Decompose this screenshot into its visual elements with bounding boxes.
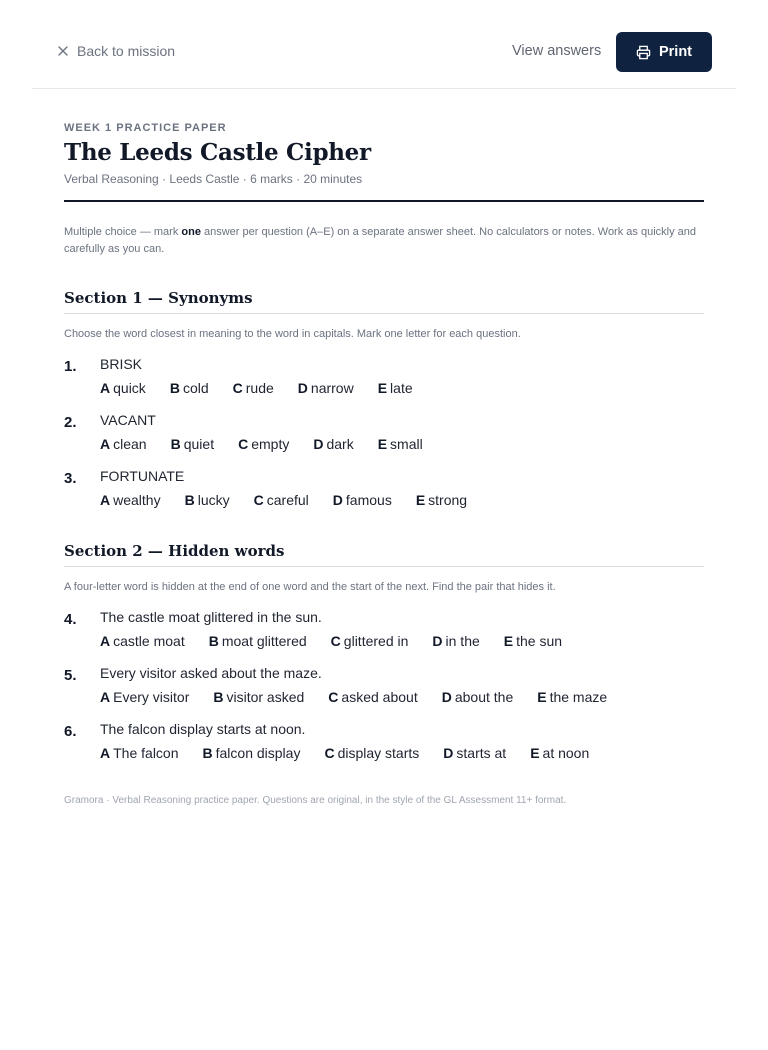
option-text: careful	[266, 492, 309, 508]
option-letter: C	[238, 436, 249, 452]
page-title: The Leeds Castle Cipher	[64, 139, 371, 166]
option-letter: C	[232, 380, 243, 396]
answer-option	[238, 436, 289, 452]
option-text: Every visitor	[113, 689, 190, 705]
question-text: The castle moat glittered in the sun.	[100, 609, 322, 625]
option-text: about the	[454, 689, 514, 705]
option-text: clean	[113, 436, 147, 452]
option-text: in the	[445, 633, 480, 649]
option-letter: C	[253, 492, 264, 508]
answer-options	[100, 745, 704, 761]
option-letter: B	[213, 689, 224, 705]
section-description: A four-letter word is hidden at the end of one word and the start of the next. Find the pair that hides it.	[64, 581, 556, 593]
option-text: the sun	[516, 633, 563, 649]
option-letter: B	[170, 436, 181, 452]
section-title: Section 2 — Hidden words	[64, 542, 704, 567]
option-text: moat glittered	[221, 633, 307, 649]
paper-kicker: WEEK 1 PRACTICE PAPER	[64, 122, 227, 134]
option-letter: D	[432, 633, 443, 649]
option-text: display starts	[337, 745, 420, 761]
answer-options	[100, 380, 704, 396]
answer-options	[100, 436, 704, 452]
option-letter: E	[377, 436, 388, 452]
option-letter: B	[202, 745, 213, 761]
option-text: quick	[113, 380, 146, 396]
option-text: falcon display	[215, 745, 301, 761]
answer-options	[100, 689, 704, 705]
option-text: at noon	[542, 745, 590, 761]
option-letter: C	[324, 745, 335, 761]
answer-option	[378, 436, 423, 452]
paper-instructions: Multiple choice — mark one answer per question (A–E) on a separate answer sheet. No calculators or notes. Work as quickly and carefully as you can.	[64, 226, 696, 255]
print-button-label: Print	[658, 44, 693, 60]
question-text: BRISK	[100, 356, 143, 372]
print-button[interactable]	[616, 32, 712, 72]
option-letter: A	[100, 436, 111, 452]
option-letter: D	[313, 436, 324, 452]
option-letter: E	[377, 380, 388, 396]
answer-option	[432, 633, 479, 649]
option-text: glittered in	[343, 633, 409, 649]
answer-options	[100, 492, 704, 508]
answer-option	[328, 689, 417, 705]
option-text: castle moat	[113, 633, 185, 649]
option-letter: A	[100, 689, 111, 705]
option-letter: A	[100, 745, 111, 761]
question-number: 3.	[64, 470, 77, 487]
option-letter: E	[415, 492, 426, 508]
sections-container	[64, 289, 704, 761]
option-text: starts at	[456, 745, 507, 761]
answer-option	[416, 492, 467, 508]
option-letter: A	[100, 380, 111, 396]
option-text: empty	[251, 436, 290, 452]
question-number: 1.	[64, 358, 77, 375]
answer-option	[100, 689, 189, 705]
answer-option	[443, 745, 506, 761]
option-text: dark	[326, 436, 354, 452]
answer-option	[233, 380, 274, 396]
option-text: asked about	[341, 689, 418, 705]
option-text: narrow	[310, 380, 354, 396]
answer-option	[185, 492, 230, 508]
answer-option	[298, 380, 354, 396]
paper-meta: Verbal Reasoning · Leeds Castle · 6 marks · 20 minutes	[64, 172, 363, 186]
option-text: quiet	[183, 436, 215, 452]
question	[64, 609, 704, 649]
section-title: Section 1 — Synonyms	[64, 289, 704, 314]
option-letter: E	[537, 689, 547, 705]
option-letter: A	[100, 492, 111, 508]
answer-option	[378, 380, 413, 396]
practice-paper	[64, 122, 704, 806]
question-number: 2.	[64, 414, 77, 431]
option-letter: D	[332, 492, 343, 508]
question	[64, 468, 704, 508]
option-text: late	[390, 380, 413, 396]
question	[64, 665, 704, 705]
answer-option	[171, 436, 214, 452]
option-text: visitor asked	[226, 689, 305, 705]
option-text: strong	[428, 492, 468, 508]
answer-option	[530, 745, 589, 761]
option-text: famous	[345, 492, 392, 508]
answer-option	[203, 745, 301, 761]
question-text: FORTUNATE	[100, 468, 185, 484]
answer-option	[333, 492, 392, 508]
paper-footer: Gramora · Verbal Reasoning practice paper. Questions are original, in the style of the GL Assessment 11+ format.	[64, 795, 567, 806]
answer-option	[100, 633, 185, 649]
answer-option	[100, 436, 147, 452]
back-to-mission-link[interactable]	[56, 43, 175, 59]
option-text: the maze	[549, 689, 608, 705]
answer-option	[170, 380, 209, 396]
option-letter: A	[100, 633, 111, 649]
answer-option	[324, 745, 419, 761]
printer-icon	[636, 45, 651, 60]
question-number: 5.	[64, 667, 77, 684]
option-letter: E	[530, 745, 540, 761]
top-bar	[32, 0, 736, 89]
answer-option	[254, 492, 309, 508]
answer-option	[209, 633, 307, 649]
answer-option	[313, 436, 353, 452]
answer-option	[100, 492, 161, 508]
question-number: 4.	[64, 611, 77, 628]
title-divider	[64, 200, 704, 202]
answer-option	[442, 689, 514, 705]
answer-options	[100, 633, 704, 649]
option-letter: B	[184, 492, 195, 508]
option-letter: D	[441, 689, 452, 705]
question-text: Every visitor asked about the maze.	[100, 665, 322, 681]
view-answers-link[interactable]: View answers	[512, 43, 602, 59]
option-letter: C	[330, 633, 341, 649]
option-text: cold	[182, 380, 209, 396]
option-text: rude	[245, 380, 274, 396]
back-link-label: Back to mission	[77, 43, 176, 59]
answer-option	[213, 689, 304, 705]
answer-option	[331, 633, 409, 649]
option-text: The falcon	[113, 745, 179, 761]
answer-option	[504, 633, 562, 649]
question	[64, 412, 704, 452]
answer-option	[100, 380, 146, 396]
option-letter: E	[503, 633, 514, 649]
answer-option	[537, 689, 607, 705]
question	[64, 721, 704, 761]
answer-option	[100, 745, 179, 761]
option-text: small	[390, 436, 423, 452]
section-description: Choose the word closest in meaning to the word in capitals. Mark one letter for each question.	[64, 328, 521, 340]
option-letter: D	[443, 745, 454, 761]
question-number: 6.	[64, 723, 77, 740]
option-letter: C	[328, 689, 339, 705]
option-letter: D	[297, 380, 308, 396]
close-icon	[56, 44, 70, 58]
option-letter: B	[208, 633, 219, 649]
question-text: VACANT	[100, 412, 156, 428]
question	[64, 356, 704, 396]
option-text: lucky	[197, 492, 230, 508]
question-text: The falcon display starts at noon.	[100, 721, 306, 737]
option-text: wealthy	[113, 492, 161, 508]
option-letter: B	[169, 380, 180, 396]
